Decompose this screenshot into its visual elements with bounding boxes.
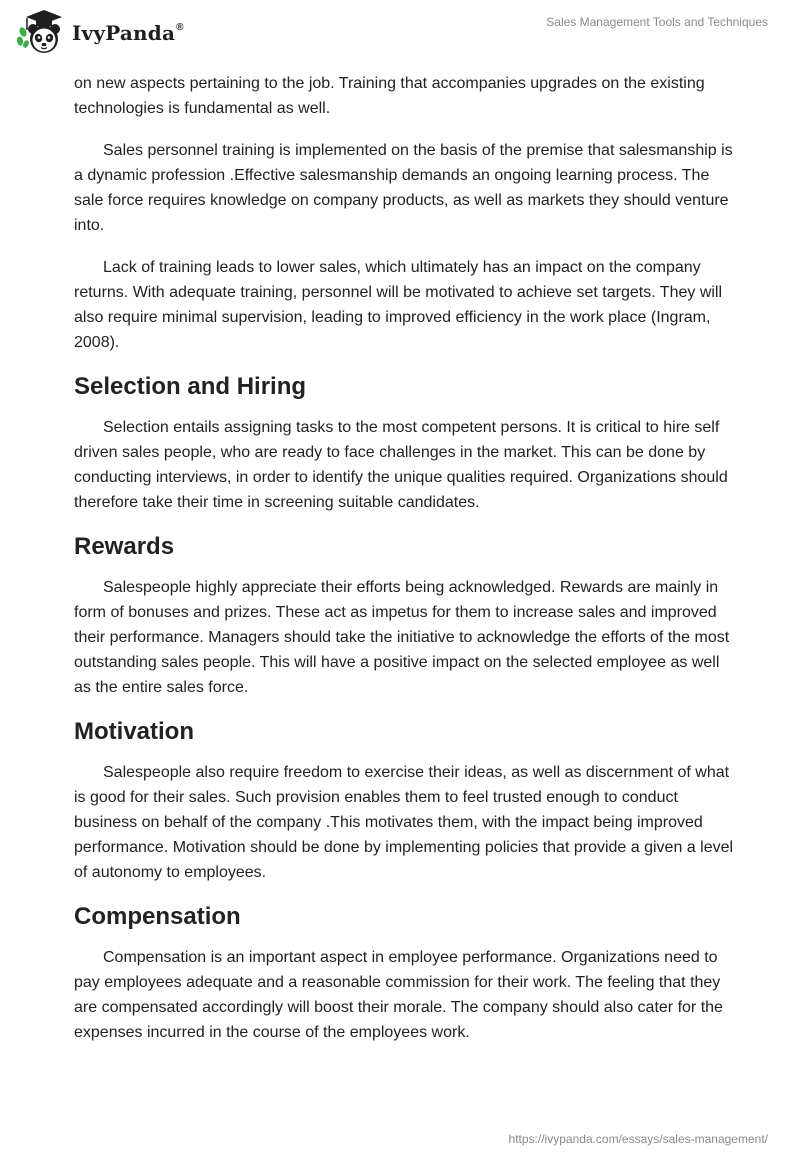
paragraph: Compensation is an important aspect in employee performance. Organizations need to pay employees adequate and a reasonable commission for their work. The feeling that they are compensated accordingly will boost their morale. The company should also cater for the expenses incurred in the course of the employees work. [74,949,723,1041]
registered-mark: ® [176,22,184,34]
section-heading-compensation: Compensation [74,903,241,930]
paragraph: Lack of training leads to lower sales, which ultimately has an impact on the company returns. With adequate training, personnel will be motivated to achieve set targets. They will also require minimal supervision, leading to improved efficiency in the work place (Ingram, 2008). [74,259,723,351]
paragraph: Sales personnel training is implemented on the basis of the premise that salesmanship is a dynamic profession .Effective salesmanship demands an ongoing learning process. The sale force requires knowledge on company products, as well as markets they should venture into. [74,142,733,234]
ivypanda-logo[interactable] [14,8,184,56]
paragraph: Selection entails assigning tasks to the most competent persons. It is critical to hire self driven sales people, who are ready to face challenges in the market. This can be done by conducting interviews, in order to identify the unique qualities required. Organizations should therefore take their time in screening suitable candidates. [74,419,728,511]
document-title: Sales Management Tools and Techniques [546,15,768,29]
section-heading-motivation: Motivation [74,718,194,745]
paragraph: on new aspects pertaining to the job. Training that accompanies upgrades on the existing technologies is fundamental as well. [74,75,705,117]
brand-name: IvyPanda® [72,21,184,45]
section-heading-rewards: Rewards [74,533,175,560]
page-header [0,0,800,62]
panda-graduate-icon [14,8,68,56]
paragraph: Salespeople highly appreciate their efforts being acknowledged. Rewards are mainly in form of bonuses and prizes. These act as impetus for them to increase sales and improved their performance. Managers should take the initiative to acknowledge the efforts of the most outstanding sales people. This will have a positive impact on the selected employee as well as the entire sales force. [74,579,730,696]
source-url-link[interactable]: https://ivypanda.com/essays/sales-management/ [508,1132,768,1146]
essay-content [74,71,734,1062]
paragraph: Salespeople also require freedom to exercise their ideas, as well as discernment of what is good for their sales. Such provision enables them to feel trusted enough to conduct business on behalf of the company .This motivates them, with the impact being improved performance. Motivation should be done by implementing policies that provide a given a level of autonomy to employees. [74,764,734,881]
section-heading-selection-and-hiring: Selection and Hiring [74,373,307,400]
